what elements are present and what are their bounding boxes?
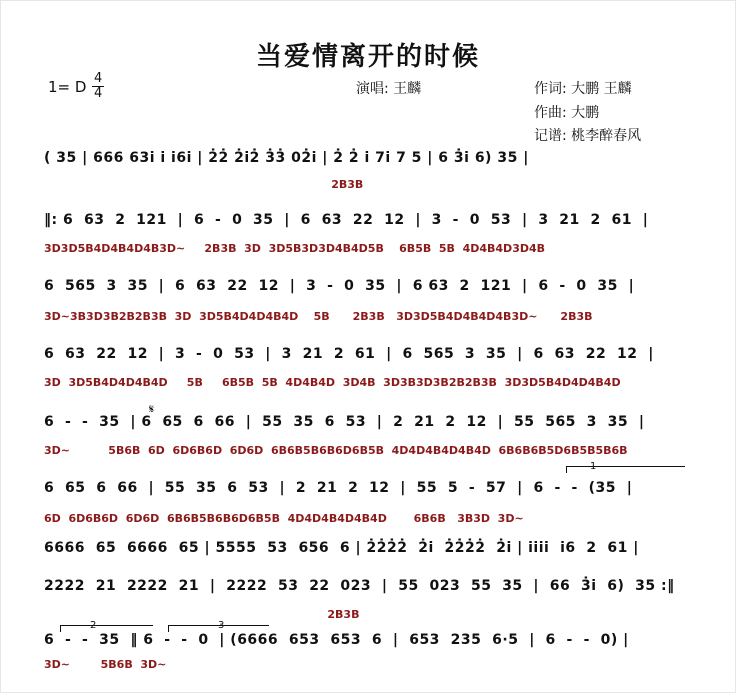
notation-line: 2222 21 2222 21 | 2222 53 22 023 | 55 023 55 35 | 66 3̇i 6) 35 :‖ <box>44 578 675 594</box>
staff-row-1 <box>44 150 684 195</box>
chord-line: 2B3B <box>44 178 364 191</box>
staff-row-6 <box>44 480 684 530</box>
notation-line: 6 - - 35 ‖ 6 - - 0 | (6666 653 653 6 | 653 235 6·5 | 6 - - 0) | <box>44 632 629 648</box>
chord-line: 3D~3B3D3B2B2B3B 3D 3D5B4D4D4B4D 5B 2B3B 3D3D5B4D4B4D4B3D~ 2B3B <box>44 310 593 323</box>
time-signature-bottom: 4 <box>94 86 103 101</box>
notation-line: 6 - - 35 | 6 65 6 66 | 55 35 6 53 | 2 21 2 12 | 55 565 3 35 | <box>44 414 645 430</box>
notation-line: 6 63 22 12 | 3 - 0 53 | 3 21 2 61 | 6 565 3 35 | 6 63 22 12 | <box>44 346 654 362</box>
staff-row-8 <box>44 578 684 628</box>
notation-line: 6 565 3 35 | 6 63 22 12 | 3 - 0 35 | 6 63 2 121 | 6 - 0 35 | <box>44 278 635 294</box>
singer-credit: 演唱: 王麟 <box>356 81 422 97</box>
staff-row-2 <box>44 212 684 262</box>
staff-row-4 <box>44 346 684 396</box>
chord-line: 2B3B <box>44 608 360 621</box>
time-signature <box>92 72 104 101</box>
chord-line: 6D 6D6B6D 6D6D 6B6B5B6B6D6B5B 4D4D4B4D4B4D 6B6B 3B3D 3D~ <box>44 512 524 525</box>
segno-icon: 𝄋 <box>149 402 155 416</box>
chord-line: 3D 3D5B4D4D4B4D 5B 6B5B 5B 4D4B4D 3D4B 3D3B3D3B2B2B3B 3D3D5B4D4D4B4D <box>44 376 621 389</box>
staff-row-3 <box>44 278 684 328</box>
chord-line: 3D~ 5B6B 6D 6D6B6D 6D6D 6B6B5B6B6D6B5B 4D4D4B4D4B4D 6B6B6B5D6B5B5B6B <box>44 444 628 457</box>
notation-line: ( 35 | 666 63i i i6i | 2̇2̇ 2̇i2̇ 3̇3̇ 02̇i | 2̇ 2̇ i 7i 7 5 | 6 3̇i 6) 35 | <box>44 150 529 166</box>
composer-credit: 作曲: 大鹏 <box>534 105 600 121</box>
chord-line: 3D3D5B4D4B4D4B3D~ 2B3B 3D 3D5B3D3D4B4D5B 6B5B 5B 4D4B4D3D4B <box>44 242 546 255</box>
volta-number-2: 2 <box>90 620 97 631</box>
lyricist-credit: 作词: 大鹏 王麟 <box>534 81 632 97</box>
time-signature-top: 4 <box>94 71 103 86</box>
notation-line: 6 65 6 66 | 55 35 6 53 | 2 21 2 12 | 55 5 - 57 | 6 - - (35 | <box>44 480 633 496</box>
volta-bracket-1 <box>566 466 685 473</box>
song-title: 当爱情离开的时候 <box>255 42 480 72</box>
staff-row-7 <box>44 540 684 570</box>
volta-bracket-2 <box>60 625 153 632</box>
key-signature: 1= D <box>48 78 87 96</box>
transcriber-credit: 记谱: 桃李醉春风 <box>534 128 642 144</box>
notation-line: 6666 65 6666 65 | 5555 53 656 6 | 2̇2̇2̇2̇ 2̇i 2̇2̇2̇2̇ 2̇i | iiii i6 2 61 | <box>44 540 639 556</box>
volta-number-1: 1 <box>590 461 597 472</box>
staff-row-5 <box>44 414 684 464</box>
chord-line: 3D~ 5B6B 3D~ <box>44 658 167 671</box>
staff-row-9 <box>44 632 684 687</box>
notation-line: ‖: 6 63 2 121 | 6 - 0 35 | 6 63 22 12 | 3 - 0 53 | 3 21 2 61 | <box>44 212 649 228</box>
volta-number-3: 3 <box>218 620 225 631</box>
